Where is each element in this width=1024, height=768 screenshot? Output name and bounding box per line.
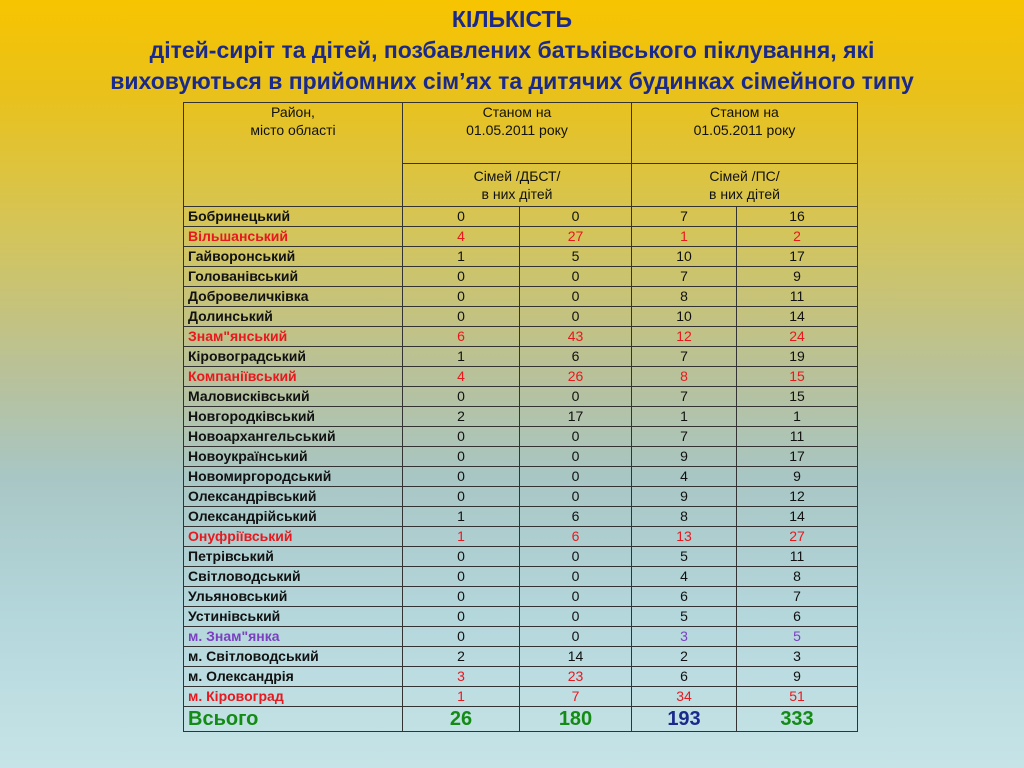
district-name: Вільшанський [184, 227, 403, 247]
district-name: Світловодський [184, 567, 403, 587]
dbst-children: 6 [520, 347, 632, 367]
total-dbst-children: 180 [520, 707, 632, 732]
district-name: м. Олександрія [184, 667, 403, 687]
ps-children: 3 [737, 647, 858, 667]
dbst-children: 0 [520, 567, 632, 587]
dbst-families: 1 [403, 347, 520, 367]
dbst-children: 0 [520, 207, 632, 227]
total-label: Всього [184, 707, 403, 732]
dbst-families: 2 [403, 647, 520, 667]
ps-children: 14 [737, 307, 858, 327]
ps-children: 27 [737, 527, 858, 547]
district-name: Гайворонський [184, 247, 403, 267]
table-row [184, 447, 858, 467]
ps-families: 3 [632, 627, 737, 647]
district-name: Маловисківський [184, 387, 403, 407]
ps-children: 15 [737, 387, 858, 407]
dbst-families: 0 [403, 307, 520, 327]
district-name: Знам"янський [184, 327, 403, 347]
ps-families: 13 [632, 527, 737, 547]
table-row [184, 587, 858, 607]
dbst-children: 0 [520, 487, 632, 507]
dbst-families: 0 [403, 287, 520, 307]
ps-families: 12 [632, 327, 737, 347]
dbst-children: 43 [520, 327, 632, 347]
dbst-children: 6 [520, 527, 632, 547]
ps-families: 7 [632, 347, 737, 367]
ps-families: 6 [632, 587, 737, 607]
dbst-children: 0 [520, 427, 632, 447]
header-families-ps: Сімей /ПС/ в них дітей [632, 164, 858, 207]
dbst-children: 0 [520, 307, 632, 327]
ps-children: 9 [737, 267, 858, 287]
title-line-3: виховуються в прийомних сім’ях та дитячих будинках сімейного типу [110, 68, 914, 94]
district-name: Олександрійський [184, 507, 403, 527]
dbst-children: 0 [520, 387, 632, 407]
ps-children: 17 [737, 447, 858, 467]
dbst-families: 0 [403, 547, 520, 567]
ps-children: 9 [737, 467, 858, 487]
district-name: Новомиргородський [184, 467, 403, 487]
ps-families: 8 [632, 367, 737, 387]
ps-families: 7 [632, 267, 737, 287]
ps-children: 19 [737, 347, 858, 367]
dbst-families: 0 [403, 387, 520, 407]
title-line-2: дітей-сиріт та дітей, позбавлених батьківського піклування, які [149, 37, 875, 63]
district-name: Ульяновський [184, 587, 403, 607]
table-row [184, 567, 858, 587]
table-row [184, 287, 858, 307]
district-name: Петрівський [184, 547, 403, 567]
ps-children: 15 [737, 367, 858, 387]
dbst-families: 1 [403, 687, 520, 707]
dbst-children: 0 [520, 267, 632, 287]
dbst-families: 6 [403, 327, 520, 347]
dbst-families: 1 [403, 527, 520, 547]
ps-children: 7 [737, 587, 858, 607]
dbst-families: 0 [403, 207, 520, 227]
ps-children: 12 [737, 487, 858, 507]
district-name: Олександрівський [184, 487, 403, 507]
dbst-families: 4 [403, 367, 520, 387]
dbst-families: 2 [403, 407, 520, 427]
ps-children: 11 [737, 547, 858, 567]
ps-families: 4 [632, 467, 737, 487]
table-row [184, 667, 858, 687]
ps-families: 6 [632, 667, 737, 687]
ps-families: 7 [632, 207, 737, 227]
header-date-dbst: Станом на 01.05.2011 року [403, 103, 632, 164]
table-row [184, 487, 858, 507]
dbst-families: 0 [403, 467, 520, 487]
district-name: м. Знам"янка [184, 627, 403, 647]
ps-children: 11 [737, 287, 858, 307]
ps-families: 4 [632, 567, 737, 587]
ps-families: 34 [632, 687, 737, 707]
header-district: Район, місто області [184, 103, 403, 207]
orphans-table [183, 102, 858, 732]
dbst-children: 26 [520, 367, 632, 387]
table-row [184, 467, 858, 487]
table-row [184, 247, 858, 267]
district-name: Онуфріївський [184, 527, 403, 547]
ps-children: 2 [737, 227, 858, 247]
table-row [184, 527, 858, 547]
dbst-families: 1 [403, 507, 520, 527]
total-dbst-families: 26 [403, 707, 520, 732]
ps-families: 2 [632, 647, 737, 667]
ps-children: 5 [737, 627, 858, 647]
dbst-families: 0 [403, 427, 520, 447]
table-row [184, 207, 858, 227]
dbst-children: 6 [520, 507, 632, 527]
table-row [184, 687, 858, 707]
district-name: Компаніївський [184, 367, 403, 387]
dbst-families: 0 [403, 447, 520, 467]
district-name: Новоукраїнський [184, 447, 403, 467]
ps-families: 5 [632, 547, 737, 567]
district-name: Долинський [184, 307, 403, 327]
ps-families: 9 [632, 487, 737, 507]
table-row [184, 367, 858, 387]
table-row [184, 327, 858, 347]
dbst-children: 0 [520, 287, 632, 307]
dbst-children: 0 [520, 547, 632, 567]
ps-children: 24 [737, 327, 858, 347]
table-row [184, 407, 858, 427]
table-row [184, 307, 858, 327]
table-row [184, 267, 858, 287]
dbst-children: 14 [520, 647, 632, 667]
dbst-children: 5 [520, 247, 632, 267]
dbst-children: 7 [520, 687, 632, 707]
header-families-dbst: Сімей /ДБСТ/ в них дітей [403, 164, 632, 207]
table-row [184, 507, 858, 527]
dbst-children: 0 [520, 447, 632, 467]
dbst-families: 0 [403, 487, 520, 507]
table-row [184, 607, 858, 627]
dbst-children: 27 [520, 227, 632, 247]
dbst-children: 0 [520, 627, 632, 647]
dbst-families: 0 [403, 267, 520, 287]
dbst-families: 4 [403, 227, 520, 247]
ps-families: 8 [632, 507, 737, 527]
ps-families: 9 [632, 447, 737, 467]
district-name: Новгородківський [184, 407, 403, 427]
table-row [184, 347, 858, 367]
ps-families: 10 [632, 247, 737, 267]
district-name: Добровеличківка [184, 287, 403, 307]
dbst-families: 0 [403, 627, 520, 647]
ps-families: 5 [632, 607, 737, 627]
ps-children: 51 [737, 687, 858, 707]
table-row [184, 647, 858, 667]
dbst-children: 0 [520, 467, 632, 487]
ps-children: 11 [737, 427, 858, 447]
dbst-families: 0 [403, 607, 520, 627]
table-row [184, 627, 858, 647]
dbst-children: 17 [520, 407, 632, 427]
table-row [184, 227, 858, 247]
ps-families: 7 [632, 387, 737, 407]
ps-children: 8 [737, 567, 858, 587]
dbst-families: 3 [403, 667, 520, 687]
ps-children: 6 [737, 607, 858, 627]
ps-families: 8 [632, 287, 737, 307]
total-row [184, 707, 858, 732]
table-row [184, 427, 858, 447]
ps-families: 10 [632, 307, 737, 327]
dbst-families: 0 [403, 587, 520, 607]
district-name: Устинівський [184, 607, 403, 627]
dbst-families: 1 [403, 247, 520, 267]
ps-children: 1 [737, 407, 858, 427]
ps-children: 9 [737, 667, 858, 687]
ps-children: 14 [737, 507, 858, 527]
district-name: Новоархангельський [184, 427, 403, 447]
dbst-children: 23 [520, 667, 632, 687]
ps-children: 17 [737, 247, 858, 267]
district-name: м. Світловодський [184, 647, 403, 667]
ps-children: 16 [737, 207, 858, 227]
table-row [184, 387, 858, 407]
ps-families: 1 [632, 227, 737, 247]
title-line-1: КІЛЬКІСТЬ [451, 6, 573, 32]
table-row [184, 547, 858, 567]
header-date-ps: Станом на 01.05.2011 року [632, 103, 858, 164]
total-ps-families: 193 [632, 707, 737, 732]
ps-families: 1 [632, 407, 737, 427]
district-name: м. Кіровоград [184, 687, 403, 707]
dbst-children: 0 [520, 607, 632, 627]
total-ps-children: 333 [737, 707, 858, 732]
page-title [0, 4, 1024, 97]
dbst-children: 0 [520, 587, 632, 607]
district-name: Голованівський [184, 267, 403, 287]
ps-families: 7 [632, 427, 737, 447]
district-name: Бобринецький [184, 207, 403, 227]
dbst-families: 0 [403, 567, 520, 587]
district-name: Кіровоградський [184, 347, 403, 367]
